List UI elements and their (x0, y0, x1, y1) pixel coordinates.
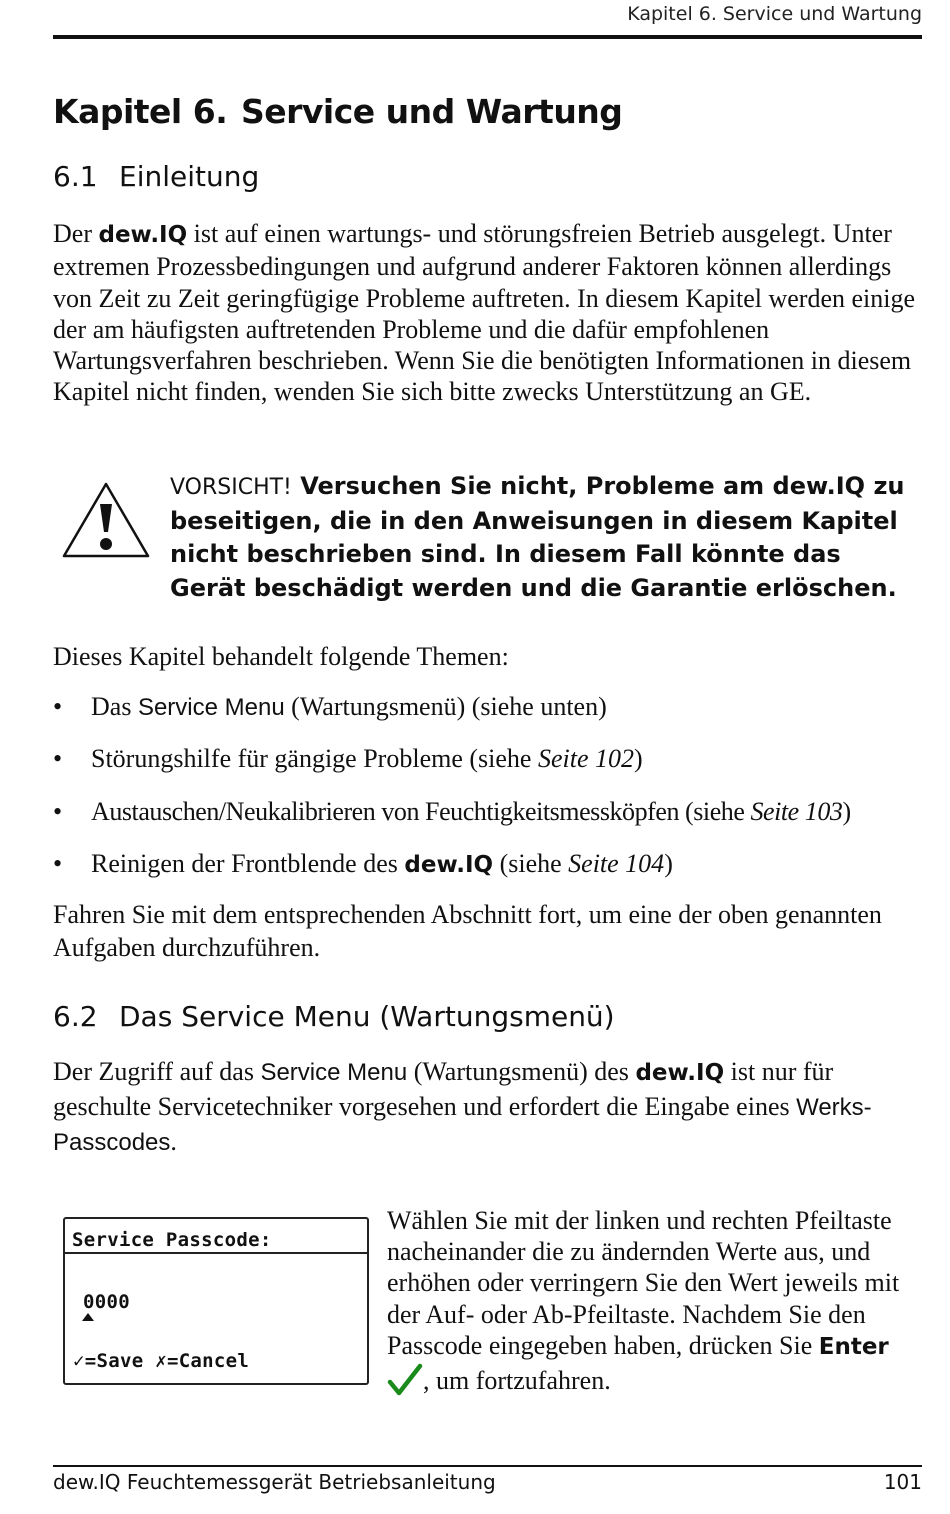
text-run: , um fortzufahren. (423, 1366, 611, 1396)
text-run: (Wartungsmenü) (siehe unten) (284, 692, 607, 721)
text-run: Störungshilfe für gängige Probleme (siehe (91, 744, 538, 774)
chapter-title-text: Service und Wartung (241, 92, 623, 131)
brand-name: dew.IQ (98, 222, 188, 248)
enter-check-icon (387, 1363, 423, 1397)
lcd-softkeys (73, 1350, 249, 1372)
ui-term: Werks-Passcodes (53, 1094, 872, 1156)
intro-paragraph (53, 218, 922, 408)
brand-name: dew.IQ (635, 1060, 725, 1086)
topic-item (53, 690, 933, 742)
section-heading-6-2 (53, 1000, 615, 1033)
ui-term: Service Menu (260, 1059, 408, 1086)
bullet: • (53, 848, 63, 878)
instruction-paragraph (387, 1205, 927, 1397)
topic-item (53, 847, 933, 899)
continue-paragraph: Fahren Sie mit dem entsprechenden Abschnitt fort, um eine der oben genannten Aufgaben durchzuführen. (53, 900, 882, 962)
text-run: Der Zugriff auf das (53, 1057, 261, 1086)
section-title: Einleitung (119, 160, 260, 193)
caution-notice (170, 470, 920, 605)
chapter-title (53, 92, 622, 131)
cross-icon: ✗ (155, 1350, 167, 1372)
bullet: • (53, 744, 63, 774)
page-reference-link[interactable]: Seite 103 (750, 796, 843, 826)
text-run: ) (842, 796, 851, 826)
section-title: Das Service Menu (Wartungsmenü) (119, 1000, 615, 1033)
caution-text: Versuchen Sie nicht, Probleme am dew.IQ zu beseitigen, die in den Anweisungen in diesem Kapitel nicht beschrieben sind. In diesem Fall könnte das Gerät beschädigt werden und die Garantie erlöschen. (170, 472, 905, 602)
cancel-label: =Cancel (166, 1350, 250, 1372)
ui-term: Service Menu (137, 694, 285, 721)
topic-item (53, 742, 933, 794)
text-run: ist auf einen wartungs- und störungsfreien Betrieb ausgelegt. Unter extremen Prozessbedingungen und aufgrund anderer Faktoren können allerdings von Zeit zu Zeit geringfügige Probleme auftreten. In diesem Kapitel werden einige der am häufigsten auftretenden Probleme und die dafür empfohlenen Wartungsverfahren beschrieben. Wenn Sie die benötigten Informationen in diesem Kapitel nicht finden, wenden Sie sich bitte zwecks Unterstützung an GE. (53, 219, 916, 407)
lcd-title: Service Passcode: (72, 1229, 272, 1251)
page-reference-link[interactable]: Seite 102 (537, 744, 634, 774)
text-run: (Wartungsmenü) des (407, 1057, 636, 1086)
brand-name: dew.IQ (404, 851, 494, 878)
page-number: 101 (883, 1470, 922, 1494)
footer-rule (53, 1465, 922, 1467)
page-reference-link[interactable]: Seite 104 (568, 848, 665, 878)
running-header: Kapitel 6. Service und Wartung (627, 3, 922, 25)
text-run: ist nur für geschulte Servicetechniker vorgesehen und erfordert die Eingabe eines (53, 1057, 834, 1121)
section-heading-6-1 (53, 160, 259, 193)
enter-key-label: Enter (818, 1333, 889, 1360)
footer-title: dew.IQ Feuchtemessgerät Betriebsanleitung (53, 1470, 496, 1494)
passcode-field[interactable]: 0000 (83, 1291, 130, 1313)
chapter-number: Kapitel 6. (53, 92, 228, 131)
text-run: . (170, 1127, 177, 1156)
text-run: ) (633, 744, 643, 774)
lcd-display (63, 1217, 369, 1385)
topics-intro: Dieses Kapitel behandelt folgende Themen: (53, 642, 509, 671)
text-run: Der (53, 219, 99, 248)
cursor-caret-icon (82, 1313, 94, 1321)
topic-list (53, 690, 933, 899)
caution-label: VORSICHT! (170, 475, 292, 500)
text-run: Das (91, 692, 138, 721)
text-run: Wählen Sie mit der linken und rechten Pfeiltaste nacheinander die zu ändernden Werte aus, und erhöhen oder verringern Sie den Wert jeweils mit der Auf- oder Ab-Pfeiltaste. Nachdem Sie den Passcode eingegeben haben, drücken Sie (387, 1206, 900, 1360)
topic-item (53, 795, 933, 847)
text-run: (siehe (493, 848, 569, 878)
text-run: Austauschen/Neukalibrieren von Feuchtigkeitsmessköpfen (siehe (91, 796, 751, 826)
bullet: • (53, 796, 62, 826)
access-paragraph (53, 1055, 922, 1160)
header-rule (53, 35, 922, 39)
text-run: ) (664, 848, 673, 878)
section-number: 6.2 (53, 1000, 98, 1033)
check-icon: ✓ (73, 1350, 85, 1372)
section-number: 6.1 (53, 160, 98, 193)
text-run: Reinigen der Frontblende des (91, 848, 405, 878)
save-label: =Save (84, 1350, 144, 1372)
caution-warning-icon (60, 480, 152, 562)
bullet: • (53, 692, 63, 721)
